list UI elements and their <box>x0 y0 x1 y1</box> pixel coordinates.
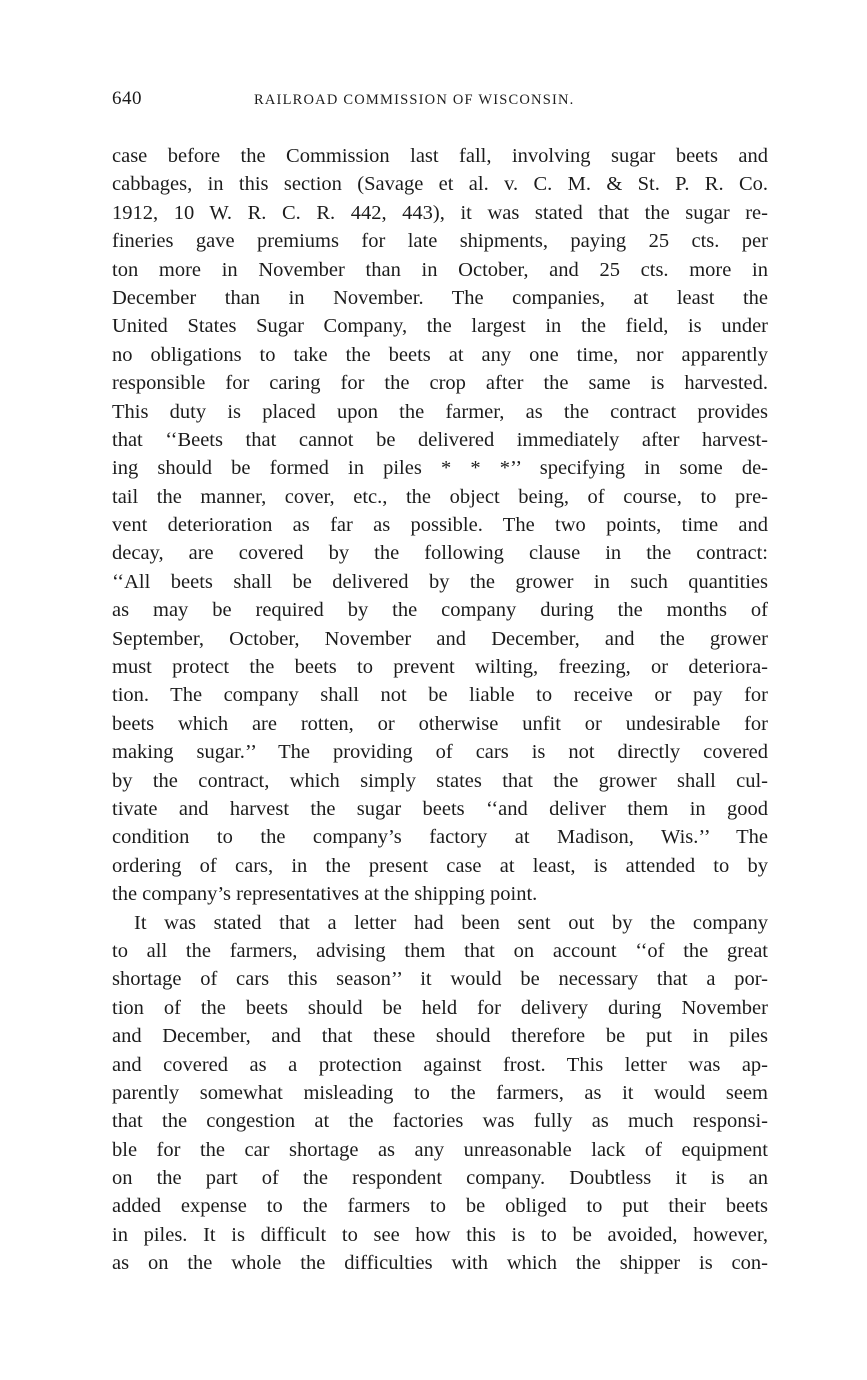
text-line: ble for the car shortage as any unreasonable lack of equipment <box>112 1138 768 1161</box>
text-line: ordering of cars, in the present case at least, is attended to by <box>112 854 768 877</box>
text-line: fineries gave premiums for late shipments, paying 25 cts. per <box>112 230 768 253</box>
text-line: United States Sugar Company, the largest in the field, is under <box>112 315 768 338</box>
text-line: tivate and harvest the sugar beets ‘‘and deliver them in good <box>112 797 768 820</box>
text-line: cabbages, in this section (Savage et al. v. C. M. & St. P. R. Co. <box>112 173 768 196</box>
text-line: vent deterioration as far as possible. The two points, time and <box>112 514 768 537</box>
paragraph-2 <box>112 909 768 1278</box>
text-line: case before the Commission last fall, involving sugar beets and <box>112 145 768 167</box>
text-line: shortage of cars this season’’ it would be necessary that a por- <box>112 968 768 991</box>
text-line: tail the manner, cover, etc., the object being, of course, to pre- <box>112 485 768 508</box>
text-line: tion of the beets should be held for delivery during November <box>112 996 768 1019</box>
text-line: September, October, November and December, and the grower <box>112 627 768 650</box>
text-line: that the congestion at the factories was fully as much responsi- <box>112 1110 768 1133</box>
text-line: and December, and that these should therefore be put in piles <box>112 1025 768 1048</box>
text-line: that ‘‘Beets that cannot be delivered immediately after harvest- <box>112 428 768 451</box>
body-text <box>112 142 768 1278</box>
page-number: 640 <box>112 88 142 109</box>
paragraph-1 <box>112 142 768 909</box>
text-line: condition to the company’s factory at Madison, Wis.’’ The <box>112 826 768 849</box>
text-line: responsible for caring for the crop after the same is harvested. <box>112 372 768 395</box>
running-head: RAILROAD COMMISSION OF WISCONSIN. <box>254 92 575 108</box>
text-line: must protect the beets to prevent wilting, freezing, or deteriora- <box>112 656 768 679</box>
text-line: as on the whole the difficulties with which the shipper is con- <box>112 1252 768 1275</box>
text-line: decay, are covered by the following clause in the contract: <box>112 542 768 565</box>
text-line: in piles. It is difficult to see how this is to be avoided, however, <box>112 1223 768 1246</box>
text-line: ton more in November than in October, and 25 cts. more in <box>112 258 768 281</box>
text-line: on the part of the respondent company. Doubtless it is an <box>112 1167 768 1190</box>
text-line: tion. The company shall not be liable to receive or pay for <box>112 684 768 707</box>
text-line: This duty is placed upon the farmer, as the contract provides <box>112 400 768 423</box>
text-line: making sugar.’’ The providing of cars is not directly covered <box>112 741 768 764</box>
text-line: and covered as a protection against frost. This letter was ap- <box>112 1053 768 1076</box>
text-line: added expense to the farmers to be obliged to put their beets <box>112 1195 768 1218</box>
text-line: December than in November. The companies, at least the <box>112 286 768 309</box>
text-line: to all the farmers, advising them that on account ‘‘of the great <box>112 939 768 962</box>
text-line: parently somewhat misleading to the farmers, as it would seem <box>112 1081 768 1104</box>
text-line: beets which are rotten, or otherwise unfit or undesirable for <box>112 712 768 735</box>
text-line: ing should be formed in piles * * *’’ specifying in some de- <box>112 457 768 480</box>
text-line: by the contract, which simply states that the grower shall cul- <box>112 769 768 792</box>
page-header <box>112 88 768 116</box>
text-line: the company’s representatives at the shipping point. <box>112 883 538 906</box>
text-line: It was stated that a letter had been sent out by the company <box>134 911 768 934</box>
text-line: no obligations to take the beets at any one time, nor apparently <box>112 343 768 366</box>
text-line: as may be required by the company during the months of <box>112 599 768 622</box>
text-line: ‘‘All beets shall be delivered by the grower in such quantities <box>112 570 768 593</box>
text-line: 1912, 10 W. R. C. R. 442, 443), it was stated that the sugar re- <box>112 201 768 224</box>
